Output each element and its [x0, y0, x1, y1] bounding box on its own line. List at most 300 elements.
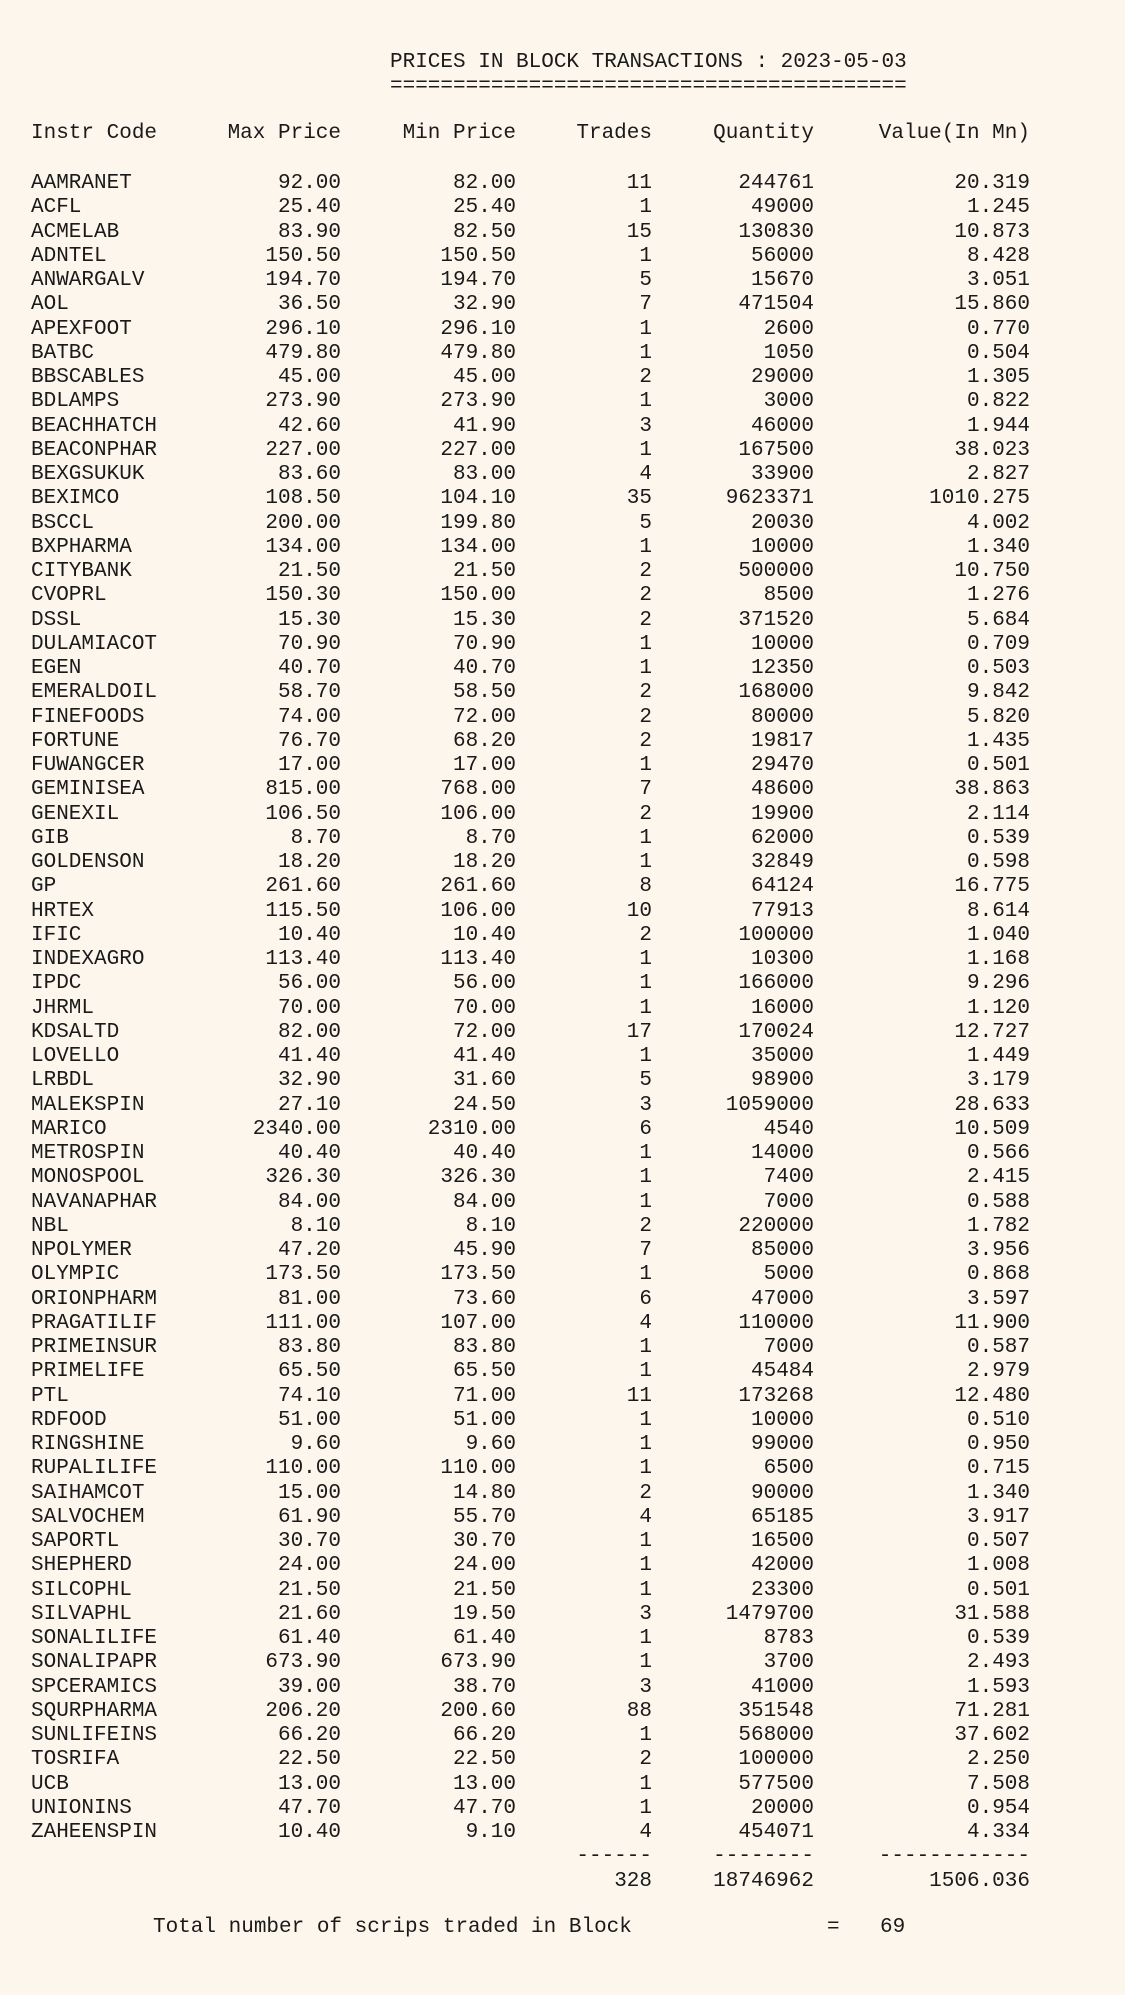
cell-quantity: 8783 [763, 1627, 814, 1650]
cell-value: 3.917 [966, 1505, 1030, 1529]
cell-instr-code: NPOLYMER [31, 1239, 132, 1262]
cell-min-price: 83.00 [452, 463, 516, 486]
cell-min-price: 66.20 [452, 1724, 516, 1747]
cell-trades: 1 [639, 972, 652, 996]
cell-min-price: 19.50 [452, 1602, 516, 1626]
cell-min-price: 2310.00 [427, 1117, 516, 1141]
table-row [0, 633, 1125, 657]
cell-value: 0.510 [966, 1408, 1030, 1432]
table-row [0, 997, 1125, 1021]
cell-min-price: 71.00 [452, 1384, 516, 1408]
cell-min-price: 40.70 [452, 657, 516, 680]
cell-trades: 7 [639, 1239, 652, 1262]
cell-trades: 2 [639, 560, 652, 583]
table-row [0, 1457, 1125, 1481]
cell-quantity: 56000 [750, 244, 814, 268]
table-row [0, 172, 1125, 196]
cell-max-price: 110.00 [265, 1457, 341, 1481]
table-row [0, 1579, 1125, 1603]
cell-max-price: 76.70 [277, 729, 341, 753]
cell-value: 5.820 [966, 705, 1030, 729]
table-row [0, 1530, 1125, 1554]
cell-value: 0.587 [966, 1336, 1030, 1359]
cell-max-price: 111.00 [265, 1311, 341, 1335]
cell-min-price: 47.70 [452, 1796, 516, 1820]
cell-trades: 5 [639, 269, 652, 292]
cell-value: 2.493 [966, 1651, 1030, 1675]
cell-quantity: 62000 [750, 826, 814, 850]
cell-instr-code: BEXGSUKUK [31, 463, 145, 486]
cell-trades: 4 [639, 1821, 652, 1844]
cell-max-price: 15.30 [277, 608, 341, 632]
cell-trades: 6 [639, 1287, 652, 1311]
cell-instr-code: AOL [31, 293, 69, 317]
cell-trades: 2 [639, 681, 652, 705]
cell-max-price: 40.70 [277, 657, 341, 680]
table-row [0, 754, 1125, 778]
cell-quantity: 170024 [738, 1020, 814, 1044]
table-row [0, 245, 1125, 269]
cell-min-price: 72.00 [452, 1020, 516, 1044]
table-row [0, 1797, 1125, 1821]
table-row [0, 1336, 1125, 1360]
cell-instr-code: ACFL [31, 196, 82, 220]
cell-min-price: 479.80 [440, 341, 516, 365]
cell-instr-code: KDSALTD [31, 1020, 120, 1044]
cell-trades: 11 [626, 1384, 652, 1408]
cell-max-price: 41.40 [277, 1045, 341, 1068]
cell-value: 9.842 [966, 681, 1030, 705]
cell-trades: 1 [639, 244, 652, 268]
cell-value: 0.868 [966, 1263, 1030, 1287]
footer-equals: = [827, 1916, 840, 1939]
cell-instr-code: IFIC [31, 923, 82, 947]
cell-instr-code: UNIONINS [31, 1796, 132, 1820]
cell-trades: 5 [639, 1069, 652, 1093]
cell-value: 12.727 [954, 1020, 1030, 1044]
cell-min-price: 25.40 [452, 196, 516, 220]
cell-trades: 1 [639, 1724, 652, 1747]
cell-min-price: 21.50 [452, 1578, 516, 1602]
cell-quantity: 77913 [750, 899, 814, 923]
table-row [0, 584, 1125, 608]
cell-min-price: 8.70 [465, 826, 516, 850]
cell-trades: 1 [639, 657, 652, 680]
cell-trades: 2 [639, 1214, 652, 1238]
table-row [0, 1433, 1125, 1457]
cell-trades: 10 [626, 899, 652, 923]
cell-quantity: 6500 [763, 1457, 814, 1481]
cell-instr-code: DULAMIACOT [31, 632, 158, 656]
cell-quantity: 46000 [750, 414, 814, 438]
cell-min-price: 673.90 [440, 1651, 516, 1675]
cell-max-price: 45.00 [277, 366, 341, 389]
cell-max-price: 21.60 [277, 1602, 341, 1626]
cell-quantity: 32849 [750, 851, 814, 874]
cell-value: 0.950 [966, 1433, 1030, 1456]
cell-max-price: 82.00 [277, 1020, 341, 1044]
separator-row [0, 1845, 1125, 1869]
cell-instr-code: FINEFOODS [31, 705, 145, 729]
cell-quantity: 9623371 [725, 487, 814, 511]
cell-instr-code: TOSRIFA [31, 1748, 120, 1772]
cell-quantity: 10000 [750, 1408, 814, 1432]
cell-max-price: 58.70 [277, 681, 341, 705]
cell-trades: 1 [639, 1190, 652, 1214]
cell-min-price: 296.10 [440, 317, 516, 341]
header-trades: Trades [576, 122, 652, 145]
cell-value: 0.598 [966, 851, 1030, 874]
cell-min-price: 83.80 [452, 1336, 516, 1359]
cell-max-price: 36.50 [277, 293, 341, 317]
cell-instr-code: NAVANAPHAR [31, 1190, 158, 1214]
cell-instr-code: FUWANGCER [31, 754, 145, 777]
table-row [0, 730, 1125, 754]
cell-max-price: 296.10 [265, 317, 341, 341]
cell-min-price: 40.40 [452, 1142, 516, 1165]
cell-max-price: 47.20 [277, 1239, 341, 1262]
cell-max-price: 815.00 [265, 778, 341, 802]
table-row [0, 1142, 1125, 1166]
cell-trades: 17 [626, 1020, 652, 1044]
cell-min-price: 45.90 [452, 1239, 516, 1262]
cell-value: 31.588 [954, 1602, 1030, 1626]
cell-max-price: 150.30 [265, 584, 341, 608]
cell-min-price: 15.30 [452, 608, 516, 632]
cell-instr-code: CVOPRL [31, 584, 107, 608]
cell-trades: 3 [639, 1093, 652, 1117]
cell-quantity: 45484 [750, 1360, 814, 1384]
cell-max-price: 83.80 [277, 1336, 341, 1359]
cell-instr-code: UCB [31, 1772, 69, 1796]
cell-max-price: 150.50 [265, 244, 341, 268]
cell-min-price: 150.00 [440, 584, 516, 608]
cell-value: 0.770 [966, 317, 1030, 341]
cell-value: 2.250 [966, 1748, 1030, 1772]
cell-min-price: 104.10 [440, 487, 516, 511]
cell-value: 0.539 [966, 826, 1030, 850]
cell-instr-code: BEXIMCO [31, 487, 120, 511]
cell-instr-code: BEACONPHAR [31, 438, 158, 462]
cell-instr-code: SILVAPHL [31, 1602, 132, 1626]
header-instr-code: Instr Code [31, 122, 158, 145]
cell-value: 0.501 [966, 1578, 1030, 1602]
table-row [0, 1554, 1125, 1578]
table-row [0, 1773, 1125, 1797]
cell-trades: 1 [639, 1772, 652, 1796]
cell-min-price: 56.00 [452, 972, 516, 996]
cell-value: 0.504 [966, 341, 1030, 365]
cell-min-price: 273.90 [440, 390, 516, 414]
table-row [0, 221, 1125, 245]
table-row [0, 1094, 1125, 1118]
cell-instr-code: ACMELAB [31, 220, 120, 244]
cell-instr-code: SONALIPAPR [31, 1651, 158, 1675]
cell-value: 1.276 [966, 584, 1030, 608]
cell-max-price: 51.00 [277, 1408, 341, 1432]
cell-max-price: 25.40 [277, 196, 341, 220]
cell-quantity: 48600 [750, 778, 814, 802]
cell-value: 0.503 [966, 657, 1030, 680]
cell-max-price: 83.90 [277, 220, 341, 244]
cell-trades: 2 [639, 366, 652, 389]
cell-max-price: 66.20 [277, 1724, 341, 1747]
cell-quantity: 371520 [738, 608, 814, 632]
cell-max-price: 173.50 [265, 1263, 341, 1287]
cell-instr-code: PRIMELIFE [31, 1360, 145, 1384]
cell-value: 10.873 [954, 220, 1030, 244]
cell-value: 11.900 [954, 1311, 1030, 1335]
cell-instr-code: EGEN [31, 657, 82, 680]
footer-label: Total number of scrips traded in Block [153, 1916, 632, 1939]
cell-min-price: 45.00 [452, 366, 516, 389]
cell-value: 0.507 [966, 1530, 1030, 1553]
header-row [0, 122, 1125, 146]
cell-instr-code: LOVELLO [31, 1045, 120, 1068]
cell-value: 0.501 [966, 754, 1030, 777]
cell-quantity: 7400 [763, 1166, 814, 1190]
cell-max-price: 47.70 [277, 1796, 341, 1820]
cell-trades: 2 [639, 1481, 652, 1505]
cell-trades: 1 [639, 438, 652, 462]
cell-min-price: 150.50 [440, 244, 516, 268]
cell-quantity: 220000 [738, 1214, 814, 1238]
cell-value: 37.602 [954, 1724, 1030, 1747]
cell-quantity: 3700 [763, 1651, 814, 1675]
table-row [0, 487, 1125, 511]
cell-trades: 2 [639, 584, 652, 608]
cell-quantity: 12350 [750, 657, 814, 680]
cell-value: 12.480 [954, 1384, 1030, 1408]
cell-instr-code: GOLDENSON [31, 851, 145, 874]
cell-quantity: 29000 [750, 366, 814, 389]
cell-max-price: 83.60 [277, 463, 341, 486]
cell-min-price: 227.00 [440, 438, 516, 462]
cell-max-price: 40.40 [277, 1142, 341, 1165]
cell-quantity: 80000 [750, 705, 814, 729]
cell-instr-code: SILCOPHL [31, 1578, 132, 1602]
cell-instr-code: IPDC [31, 972, 82, 996]
cell-quantity: 173268 [738, 1384, 814, 1408]
cell-instr-code: APEXFOOT [31, 317, 132, 341]
cell-max-price: 2340.00 [252, 1117, 341, 1141]
cell-trades: 1 [639, 1578, 652, 1602]
cell-min-price: 84.00 [452, 1190, 516, 1214]
cell-value: 1.782 [966, 1214, 1030, 1238]
table-row [0, 851, 1125, 875]
cell-trades: 2 [639, 923, 652, 947]
cell-max-price: 13.00 [277, 1772, 341, 1796]
table-row [0, 924, 1125, 948]
cell-value: 1010.275 [929, 487, 1030, 511]
table-row [0, 390, 1125, 414]
cell-min-price: 31.60 [452, 1069, 516, 1093]
report-title: PRICES IN BLOCK TRANSACTIONS : 2023-05-03 [390, 51, 907, 74]
cell-instr-code: LRBDL [31, 1069, 95, 1093]
cell-max-price: 70.90 [277, 632, 341, 656]
cell-instr-code: BDLAMPS [31, 390, 120, 414]
cell-max-price: 27.10 [277, 1093, 341, 1117]
table-row [0, 1676, 1125, 1700]
cell-trades: 1 [639, 851, 652, 874]
cell-max-price: 227.00 [265, 438, 341, 462]
cell-value: 1.168 [966, 948, 1030, 971]
cell-value: 1.008 [966, 1554, 1030, 1578]
table-row [0, 1288, 1125, 1312]
cell-max-price: 39.00 [277, 1675, 341, 1699]
table-row [0, 1627, 1125, 1651]
cell-trades: 1 [639, 1651, 652, 1675]
cell-max-price: 194.70 [265, 269, 341, 292]
cell-value: 71.281 [954, 1699, 1030, 1723]
cell-max-price: 61.90 [277, 1505, 341, 1529]
cell-quantity: 1050 [763, 341, 814, 365]
cell-max-price: 8.70 [290, 826, 341, 850]
title-underline: ========================================= [390, 75, 907, 98]
cell-instr-code: FORTUNE [31, 729, 120, 753]
cell-instr-code: BBSCABLES [31, 366, 145, 389]
table-row [0, 512, 1125, 536]
cell-quantity: 42000 [750, 1554, 814, 1578]
cell-min-price: 68.20 [452, 729, 516, 753]
table-row [0, 536, 1125, 560]
cell-min-price: 73.60 [452, 1287, 516, 1311]
cell-instr-code: INDEXAGRO [31, 948, 145, 971]
cell-quantity: 1479700 [725, 1602, 814, 1626]
cell-value: 0.709 [966, 632, 1030, 656]
cell-instr-code: PRIMEINSUR [31, 1336, 158, 1359]
cell-quantity: 110000 [738, 1311, 814, 1335]
table-row [0, 609, 1125, 633]
cell-quantity: 471504 [738, 293, 814, 317]
cell-min-price: 21.50 [452, 560, 516, 583]
table-row [0, 657, 1125, 681]
table-row [0, 875, 1125, 899]
cell-value: 2.827 [966, 463, 1030, 486]
cell-trades: 1 [639, 948, 652, 971]
cell-quantity: 64124 [750, 875, 814, 899]
cell-max-price: 84.00 [277, 1190, 341, 1214]
cell-value: 2.415 [966, 1166, 1030, 1190]
cell-value: 2.114 [966, 802, 1030, 826]
cell-min-price: 194.70 [440, 269, 516, 292]
cell-trades: 7 [639, 778, 652, 802]
cell-instr-code: GEMINISEA [31, 778, 145, 802]
cell-min-price: 199.80 [440, 511, 516, 535]
cell-quantity: 7000 [763, 1336, 814, 1359]
cell-quantity: 244761 [738, 172, 814, 195]
cell-quantity: 577500 [738, 1772, 814, 1796]
cell-min-price: 58.50 [452, 681, 516, 705]
cell-trades: 1 [639, 1554, 652, 1578]
cell-min-price: 70.90 [452, 632, 516, 656]
cell-value: 3.179 [966, 1069, 1030, 1093]
table-row [0, 1409, 1125, 1433]
cell-quantity: 130830 [738, 220, 814, 244]
cell-min-price: 70.00 [452, 996, 516, 1020]
cell-min-price: 106.00 [440, 802, 516, 826]
table-row [0, 1360, 1125, 1384]
cell-value: 0.539 [966, 1627, 1030, 1650]
table-row [0, 366, 1125, 390]
table-row [0, 948, 1125, 972]
cell-quantity: 100000 [738, 1748, 814, 1772]
table-row [0, 706, 1125, 730]
cell-value: 1.305 [966, 366, 1030, 389]
cell-quantity: 19900 [750, 802, 814, 826]
cell-value: 0.715 [966, 1457, 1030, 1481]
table-row [0, 318, 1125, 342]
total-trades: 328 [614, 1869, 652, 1893]
table-row [0, 1821, 1125, 1845]
cell-max-price: 113.40 [265, 948, 341, 971]
cell-value: 20.319 [954, 172, 1030, 195]
cell-min-price: 82.50 [452, 220, 516, 244]
table-row [0, 463, 1125, 487]
cell-instr-code: MONOSPOOL [31, 1166, 145, 1190]
cell-quantity: 41000 [750, 1675, 814, 1699]
table-row [0, 827, 1125, 851]
cell-instr-code: ADNTEL [31, 244, 107, 268]
cell-trades: 2 [639, 1748, 652, 1772]
table-row [0, 415, 1125, 439]
cell-max-price: 92.00 [277, 172, 341, 195]
table-row [0, 1603, 1125, 1627]
table-row [0, 1724, 1125, 1748]
cell-min-price: 8.10 [465, 1214, 516, 1238]
cell-trades: 1 [639, 1263, 652, 1287]
cell-max-price: 42.60 [277, 414, 341, 438]
cell-max-price: 115.50 [265, 899, 341, 923]
cell-instr-code: JHRML [31, 996, 95, 1020]
cell-trades: 5 [639, 511, 652, 535]
header-quantity: Quantity [713, 122, 814, 145]
cell-quantity: 99000 [750, 1433, 814, 1456]
table-row [0, 1748, 1125, 1772]
cell-trades: 6 [639, 1117, 652, 1141]
cell-quantity: 168000 [738, 681, 814, 705]
cell-value: 0.822 [966, 390, 1030, 414]
cell-max-price: 21.50 [277, 560, 341, 583]
cell-value: 0.954 [966, 1796, 1030, 1820]
cell-value: 8.614 [966, 899, 1030, 923]
cell-min-price: 51.00 [452, 1408, 516, 1432]
cell-instr-code: PTL [31, 1384, 69, 1408]
cell-quantity: 16000 [750, 996, 814, 1020]
cell-min-price: 261.60 [440, 875, 516, 899]
cell-trades: 2 [639, 608, 652, 632]
cell-quantity: 167500 [738, 438, 814, 462]
cell-trades: 11 [626, 172, 652, 195]
cell-quantity: 568000 [738, 1724, 814, 1747]
table-row [0, 1021, 1125, 1045]
cell-instr-code: ORIONPHARM [31, 1287, 158, 1311]
cell-max-price: 74.10 [277, 1384, 341, 1408]
header-value: Value(In Mn) [878, 122, 1030, 145]
table-row [0, 439, 1125, 463]
table-row [0, 1166, 1125, 1190]
cell-instr-code: SPCERAMICS [31, 1675, 158, 1699]
cell-max-price: 10.40 [277, 1821, 341, 1844]
cell-value: 16.775 [954, 875, 1030, 899]
cell-value: 1.340 [966, 1481, 1030, 1505]
cell-value: 2.979 [966, 1360, 1030, 1384]
table-row [0, 1506, 1125, 1530]
cell-instr-code: GENEXIL [31, 802, 120, 826]
cell-min-price: 61.40 [452, 1627, 516, 1650]
cell-min-price: 113.40 [440, 948, 516, 971]
cell-quantity: 23300 [750, 1578, 814, 1602]
